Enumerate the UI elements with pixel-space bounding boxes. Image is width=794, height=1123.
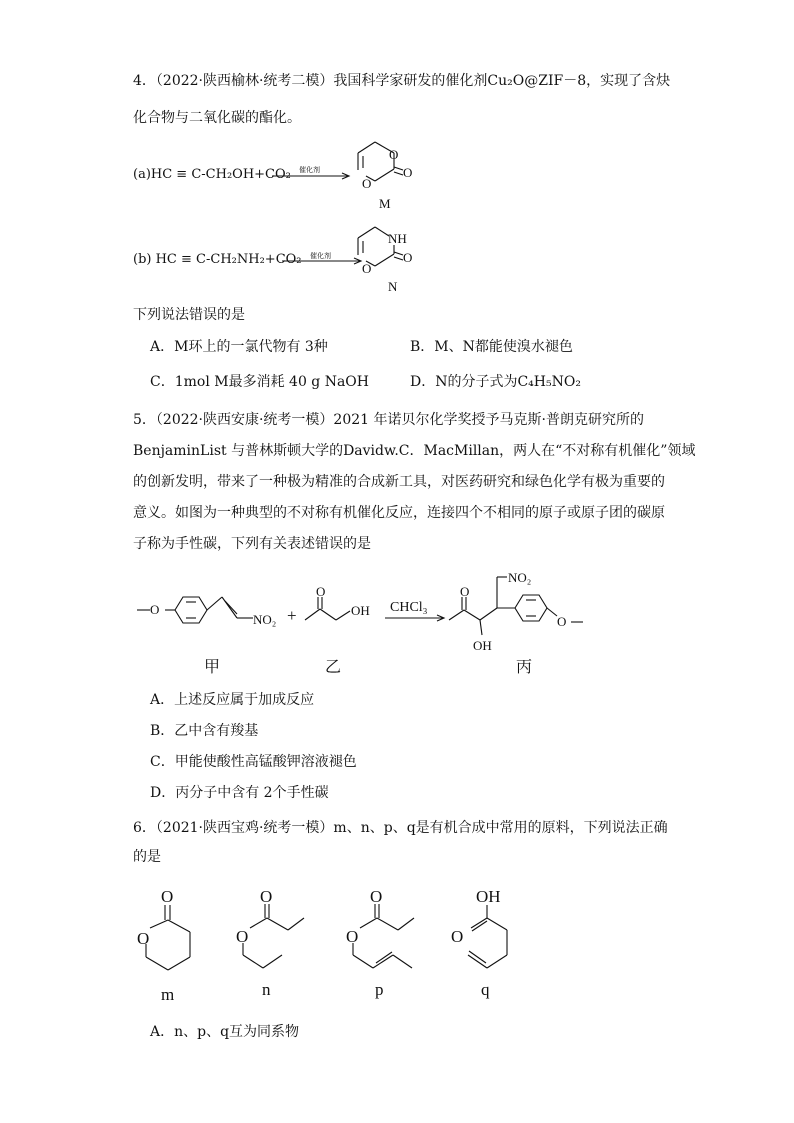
- q5-stem-line3: 的创新发明，带来了一种极为精准的合成新工具，对医药研究和绿色化学有极为重要的: [133, 474, 665, 490]
- m-ring-oxygen: O: [137, 929, 150, 948]
- bing-nitro-group: NO₂: [508, 570, 532, 585]
- label-jia: 甲: [204, 659, 221, 676]
- n-ring-nh: NH: [388, 231, 407, 246]
- q4-option-d: D．N的分子式为C₄H₅NO₂: [410, 374, 581, 390]
- q4-reaction-a-reactants: (a)HC ≡ C-CH₂OH+CO₂: [133, 167, 291, 182]
- catalyst-label-b: 催化剂: [310, 252, 331, 260]
- yi-hydroxyl: OH: [351, 603, 370, 618]
- label-bing: 丙: [516, 659, 533, 676]
- label-p: p: [375, 980, 384, 999]
- q5-stem-line5: 子称为手性碳，下列有关表述错误的是: [133, 536, 371, 552]
- plus-sign: +: [287, 606, 297, 625]
- solvent-label: CHCl₃: [390, 600, 428, 615]
- q5-stem-line2: BenjaminList 与普林斯顿大学的Davidw.C．MacMillan，两人在“不对称有机催化”领域: [133, 443, 696, 459]
- label-yi: 乙: [325, 659, 342, 676]
- yi-carbonyl-oxygen: O: [316, 584, 326, 599]
- q6-stem-line1: 6．（2021·陕西宝鸡·统考一模）m、n、p、q是有机合成中常用的原料，下列说法正确: [133, 820, 668, 836]
- bing-methoxy-oxygen: O: [557, 614, 567, 629]
- p-carbonyl-oxygen: O: [370, 887, 383, 906]
- q5-option-c: C．甲能使酸性高锰酸钾溶液褪色: [150, 754, 357, 770]
- jia-methoxy-oxygen: O: [150, 602, 160, 617]
- m-carbonyl-oxygen: O: [161, 887, 174, 906]
- q-hydroxyl: OH: [476, 887, 501, 906]
- q5-stem-line4: 意义。如图为一种典型的不对称有机催化反应，连接四个不相同的原子或原子团的碳原: [133, 505, 665, 521]
- q-carbonyl-oxygen: O: [451, 927, 464, 946]
- label-m: m: [161, 985, 175, 1004]
- label-n-molecule: N: [388, 279, 398, 294]
- q5-stem-line1: 5．（2022·陕西安康·统考一模）2021 年诺贝尔化学奖授予马克斯·普朗克研究所的: [133, 412, 644, 428]
- m-ring-oxygen-1: O: [389, 147, 399, 162]
- n-carbonyl-oxygen: O: [403, 250, 413, 265]
- label-m-molecule: M: [379, 196, 391, 211]
- q4-stem-line1: 4．（2022·陕西榆林·统考二模）我国科学家研发的催化剂Cu₂O@ZIF－8，实现了含炔: [133, 73, 671, 89]
- label-q: q: [481, 980, 490, 999]
- catalyst-label-a: 催化剂: [299, 166, 320, 174]
- q6-stem-line2: 的是: [133, 849, 161, 865]
- label-n: n: [262, 980, 271, 999]
- q4-stem-line2: 化合物与二氧化碳的酯化。: [133, 110, 301, 126]
- n-ester-oxygen: O: [236, 927, 249, 946]
- q4-option-a: A．M环上的一氯代物有 3种: [150, 339, 328, 355]
- n-carbonyl-oxygen: O: [260, 887, 273, 906]
- q6-option-a: A．n、p、q互为同系物: [150, 1024, 300, 1040]
- q5-option-a: A．上述反应属于加成反应: [150, 692, 315, 708]
- n-ring-oxygen: O: [362, 261, 372, 276]
- q4-question: 下列说法错误的是: [133, 307, 245, 323]
- q4-option-b: B．M、N都能使溴水褪色: [410, 339, 573, 355]
- q5-option-b: B．乙中含有羧基: [150, 723, 259, 739]
- bing-hydroxyl: OH: [473, 638, 492, 653]
- m-carbonyl-oxygen: O: [403, 165, 413, 180]
- bing-carbonyl-oxygen: O: [460, 584, 470, 599]
- m-ring-oxygen-2: O: [362, 176, 372, 191]
- q4-reaction-b-reactants: (b) HC ≡ C-CH₂NH₂+CO₂: [133, 252, 302, 267]
- q5-option-d: D．丙分子中含有 2个手性碳: [150, 785, 329, 801]
- p-ester-oxygen: O: [346, 927, 359, 946]
- jia-nitro-group: NO₂: [253, 612, 277, 627]
- q4-option-c: C．1mol M最多消耗 40 g NaOH: [150, 374, 369, 390]
